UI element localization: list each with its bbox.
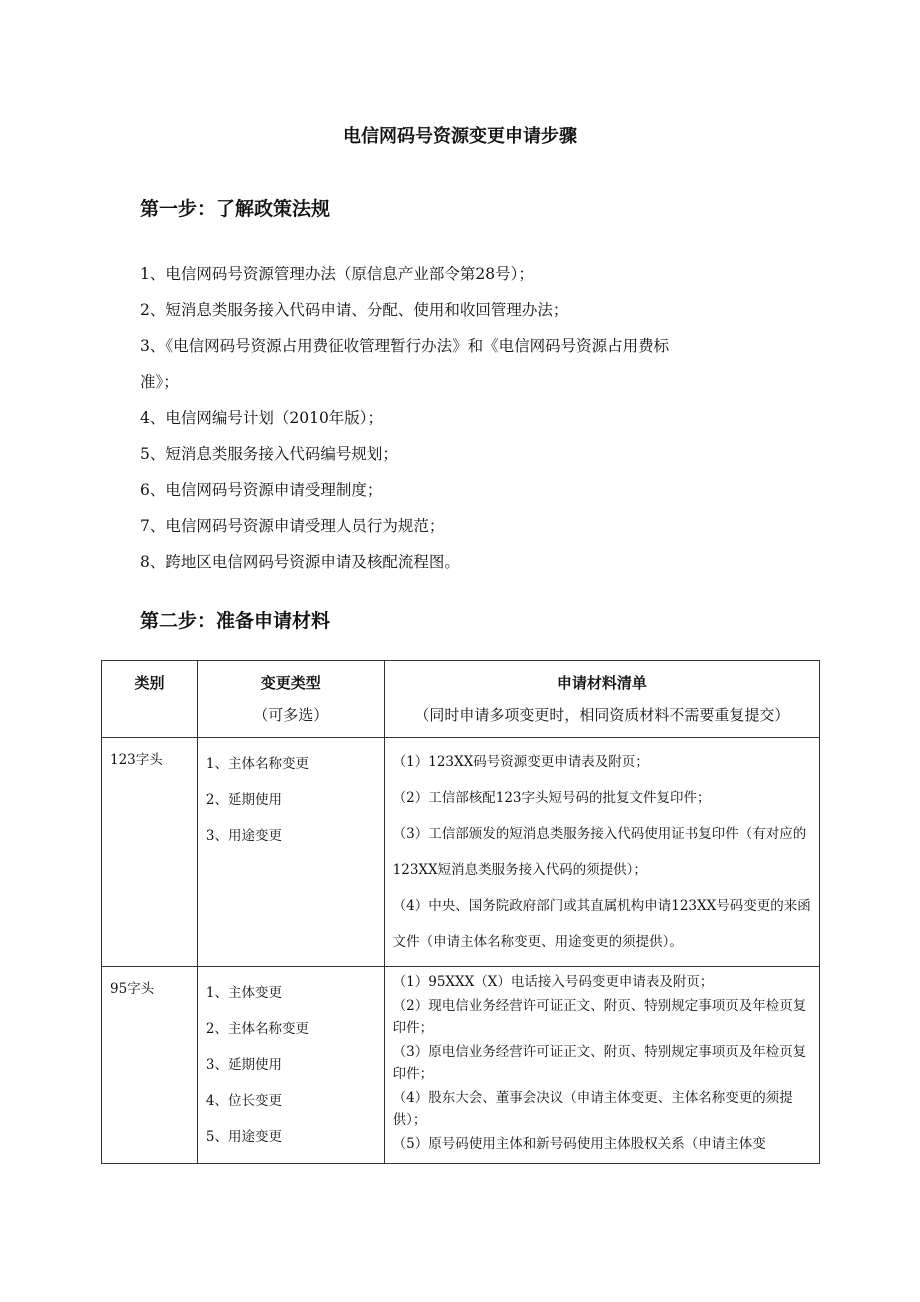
table-row [102, 738, 820, 967]
material-item: （1）95XXX（X）电话接入号码变更申请表及附页； [392, 974, 714, 990]
material-item: （3）原电信业务经营许可证正文、附页、特别规定事项页及年检页复印件； [392, 1044, 807, 1082]
list-item: 3、《电信网码号资源占用费征收管理暂行办法》和《电信网码号资源占用费标 [140, 337, 670, 355]
material-item: （2）现电信业务经营许可证正文、附页、特别规定事项页及年检页复印件； [392, 998, 807, 1036]
regulation-list [140, 256, 800, 580]
step1-heading: 第一步：了解政策法规 [140, 198, 331, 220]
material-item: （4）股东大会、董事会决议（申请主体变更、主体名称变更的须提供）； [392, 1090, 793, 1128]
header-materials-label: 申请材料清单 [556, 674, 647, 692]
step2-heading: 第二步：准备申请材料 [140, 610, 331, 632]
header-materials [384, 661, 819, 738]
list-item: 1、电信网码号资源管理办法（原信息产业部令第28号）； [140, 265, 534, 283]
row-category: 123字头 [102, 738, 198, 967]
change-type-item: 3、用途变更 [205, 828, 282, 844]
header-category: 类别 [102, 661, 198, 738]
header-change-type-note: （可多选） [253, 706, 329, 724]
row-change-types [197, 738, 384, 967]
page-title: 电信网码号资源变更申请步骤 [343, 126, 577, 147]
list-item: 8、跨地区电信网码号资源申请及核配流程图。 [140, 553, 460, 571]
header-change-type [197, 661, 384, 738]
change-type-item: 1、主体名称变更 [205, 756, 309, 772]
list-item: 7、电信网码号资源申请受理人员行为规范； [140, 517, 445, 535]
change-type-item: 2、延期使用 [205, 792, 282, 808]
material-item: （5）原号码使用主体和新号码使用主体股权关系（申请主体变 [392, 1136, 766, 1152]
row-materials [384, 967, 819, 1164]
table-row [102, 967, 820, 1164]
change-type-item: 1、主体变更 [205, 985, 282, 1001]
row-change-types [197, 967, 384, 1164]
material-item: （3）工信部颁发的短消息类服务接入代码使用证书复印件（有对应的123XX短消息类服务接入代码的须提供）； [392, 826, 807, 878]
list-item: 2、短消息类服务接入代码申请、分配、使用和收回管理办法； [140, 301, 569, 319]
header-change-type-label: 变更类型 [260, 674, 321, 692]
list-item: 6、电信网码号资源申请受理制度； [140, 481, 383, 499]
material-item: （1）123XX码号资源变更申请表及附页； [392, 754, 649, 770]
row-materials [384, 738, 819, 967]
material-item: （2）工信部核配123字头短号码的批复文件复印件； [392, 790, 711, 806]
row-category: 95字头 [102, 967, 198, 1164]
table-header-row [102, 661, 820, 738]
material-item: （4）中央、国务院政府部门或其直属机构申请123XX号码变更的来函文件（申请主体名称变更、用途变更的须提供）。 [392, 898, 811, 950]
list-item: 准》； [140, 373, 179, 391]
change-type-item: 4、位长变更 [205, 1093, 282, 1109]
header-materials-note: （同时申请多项变更时，相同资质材料不需要重复提交） [414, 706, 790, 724]
materials-table [101, 660, 820, 1164]
change-type-item: 3、延期使用 [205, 1057, 282, 1073]
change-type-item: 5、用途变更 [205, 1129, 282, 1145]
list-item: 5、短消息类服务接入代码编号规划； [140, 445, 398, 463]
list-item: 4、电信网编号计划（2010年版）； [140, 409, 384, 427]
change-type-item: 2、主体名称变更 [205, 1021, 309, 1037]
